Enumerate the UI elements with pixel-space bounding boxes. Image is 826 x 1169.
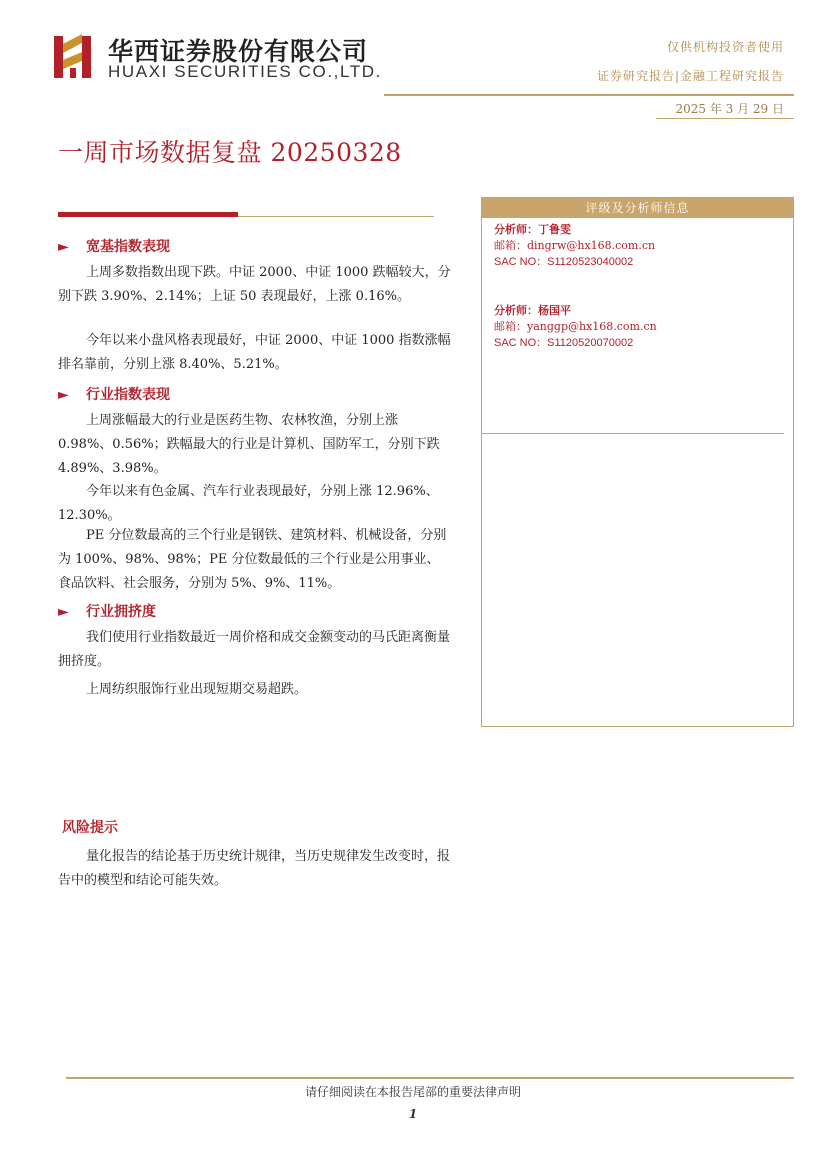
footer-divider <box>66 1077 794 1079</box>
paragraph: 今年以来小盘风格表现最好，中证 2000、中证 1000 指数涨幅排名靠前，分别上涨 8.40%、5.21%。 <box>58 333 451 372</box>
analyst-card <box>494 303 657 351</box>
analyst-name: 分析师：杨国平 <box>494 304 571 317</box>
report-date: 2025 年 3 月 29 日 <box>675 102 784 116</box>
analyst-sac: SAC NO：S1120520070002 <box>494 337 634 349</box>
analyst-sac: SAC NO：S1120523040002 <box>494 256 634 268</box>
analyst-card <box>494 222 655 270</box>
section-heading-broad-index: ► 宽基指数表现 <box>58 239 170 255</box>
company-name-cn: 华西证券股份有限公司 <box>108 37 369 66</box>
triangle-right-icon: ► <box>58 387 69 403</box>
paragraph: PE 分位数最高的三个行业是钢铁、建筑材料、机械设备，分别为 100%、98%、98%；PE 分位数最低的三个行业是公用事业、食品饮料、社会服务，分别为 5%、9%、11%。 <box>58 528 447 591</box>
triangle-right-icon: ► <box>58 604 69 620</box>
paragraph: 今年以来有色金属、汽车行业表现最好，分别上涨 12.96%、12.30%。 <box>58 484 439 523</box>
section-heading-industry-index: ► 行业指数表现 <box>58 387 170 403</box>
usage-note: 仅供机构投资者使用 <box>666 40 784 54</box>
huaxi-logo-mark-icon <box>52 30 96 80</box>
company-name-en: HUAXI SECURITIES CO.,LTD. <box>108 62 382 81</box>
date-underline <box>656 118 794 119</box>
risk-paragraph: 量化报告的结论基于历史统计规律，当历史规律发生改变时，报告中的模型和结论可能失效。 <box>58 849 451 888</box>
paragraph: 上周纺织服饰行业出现短期交易超跌。 <box>86 682 308 697</box>
paragraph: 上周多数指数出现下跌。中证 2000、中证 1000 跌幅较大，分别下跌 3.90%、2.14%；上证 50 表现最好，上涨 0.16%。 <box>58 265 451 304</box>
risk-heading: 风险提示 <box>62 820 118 836</box>
info-box-heading: 评级及分析师信息 <box>482 198 793 218</box>
section-heading-crowding: ► 行业拥挤度 <box>58 604 156 620</box>
analyst-info-box <box>481 197 794 727</box>
analyst-email: 邮箱：dingrw@hx168.com.cn <box>494 239 656 252</box>
header-divider <box>384 94 794 96</box>
page-number: 1 <box>408 1107 418 1121</box>
legal-notice: 请仔细阅读在本报告尾部的重要法律声明 <box>304 1085 521 1099</box>
section-accent-bar <box>58 212 238 217</box>
report-title: 一周市场数据复盘 20250328 <box>58 138 402 167</box>
paragraph: 上周涨幅最大的行业是医药生物、农林牧渔，分别上涨 0.98%、0.56%；跌幅最大的行业是计算机、国防军工，分别下跌 4.89%、3.98%。 <box>58 413 440 476</box>
section-accent-line <box>238 216 434 217</box>
company-logo <box>52 30 382 84</box>
report-type: 证券研究报告|金融工程研究报告 <box>596 69 784 83</box>
analyst-email: 邮箱：yanggp@hx168.com.cn <box>494 320 657 333</box>
analyst-name: 分析师：丁鲁雯 <box>494 223 571 236</box>
triangle-right-icon: ► <box>58 239 69 255</box>
info-box-divider <box>482 433 784 434</box>
paragraph: 我们使用行业指数最近一周价格和成交金额变动的马氏距离衡量拥挤度。 <box>58 630 451 669</box>
